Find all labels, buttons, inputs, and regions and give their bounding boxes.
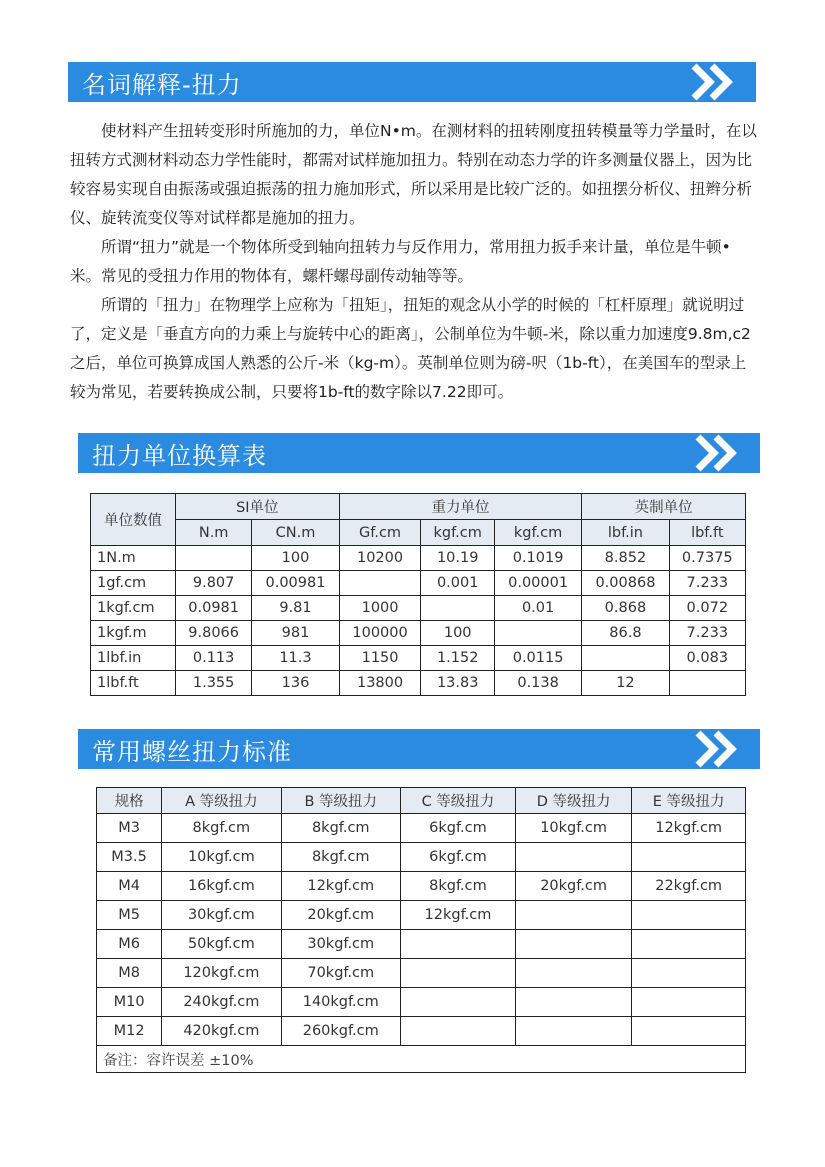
table-cell: 30kgf.cm [162, 901, 281, 930]
table-cell: 240kgf.cm [162, 988, 281, 1017]
table-cell: 0.00001 [494, 571, 581, 596]
table-cell [175, 546, 251, 571]
table-cell: 0.0981 [175, 596, 251, 621]
paragraph: 所谓的「扭力」在物理学上应称为「扭矩」，扭矩的观念从小学的时候的「杠杆原理」就说明过了，定义是「垂直方向的力乘上与旋转中心的距离」，公制单位为牛顿-米，除以重力加速度9.8m,c2之后，单位可换算成国人熟悉的公斤-米（kg-m）。英制单位则为磅-呎（1b-ft），在美国车的型录上较为常见，若要转换成公制，只要将1b-ft的数字除以7.22即可。 [70, 296, 751, 401]
table-cell [515, 901, 631, 930]
table-row [91, 596, 746, 621]
table-cell: 12kgf.cm [281, 872, 400, 901]
section-title: 名词解释-扭力 [82, 70, 242, 99]
table-cell [400, 959, 515, 988]
table-cell: 0.868 [582, 596, 669, 621]
table-cell: 0.01 [494, 596, 581, 621]
table-cell: 70kgf.cm [281, 959, 400, 988]
table-cell [632, 1017, 746, 1046]
table-cell: 22kgf.cm [632, 872, 746, 901]
table-cell [421, 596, 494, 621]
column-header: A 等级扭力 [162, 788, 281, 814]
table-cell [400, 930, 515, 959]
screw-torque-table [96, 787, 746, 1073]
paragraph: 使材料产生扭转变形时所施加的力，单位N•m。在测材料的扭转刚度扭转模量等力学量时，在以扭转方式测材料动态力学性能时，都需对试样施加扭力。特别在动态力学的许多测量仪器上，因为比较容易实现自由振荡或强迫振荡的扭力施加形式，所以采用是比较广泛的。如扭摆分析仪、扭辫分析仪、旋转流变仪等对试样都是施加的扭力。 [70, 122, 757, 227]
column-header: E 等级扭力 [632, 788, 746, 814]
table-cell: 86.8 [582, 621, 669, 646]
table-cell: 1000 [339, 596, 421, 621]
table-row [97, 930, 746, 959]
table-cell: 13.83 [421, 671, 494, 696]
table-cell: 0.138 [494, 671, 581, 696]
table-cell: 140kgf.cm [281, 988, 400, 1017]
table-cell: 10200 [339, 546, 421, 571]
table-cell: 16kgf.cm [162, 872, 281, 901]
table-cell: 12kgf.cm [400, 901, 515, 930]
table-cell: 12kgf.cm [632, 814, 746, 843]
row-label: 1kgf.m [91, 621, 176, 646]
table-row [97, 843, 746, 872]
table-cell: 7.233 [669, 621, 745, 646]
table-cell [400, 1017, 515, 1046]
table-cell: 0.001 [421, 571, 494, 596]
table-cell: 100 [421, 621, 494, 646]
column-header: Gf.cm [339, 520, 421, 546]
column-header: CN.m [252, 520, 339, 546]
table-cell [515, 959, 631, 988]
table-cell [582, 646, 669, 671]
column-header: D 等级扭力 [515, 788, 631, 814]
table-cell [515, 988, 631, 1017]
table-row [91, 546, 746, 571]
column-header: N.m [175, 520, 251, 546]
table-cell: 100 [252, 546, 339, 571]
table-cell: 136 [252, 671, 339, 696]
table-cell: 30kgf.cm [281, 930, 400, 959]
row-label: M10 [97, 988, 162, 1017]
table-cell: 20kgf.cm [515, 872, 631, 901]
section-banner-screws [78, 729, 760, 769]
section-banner-conversion [78, 433, 760, 473]
section-banner-definition [68, 62, 756, 102]
table-cell: 120kgf.cm [162, 959, 281, 988]
table-cell: 0.113 [175, 646, 251, 671]
table-row [91, 671, 746, 696]
table-cell: 20kgf.cm [281, 901, 400, 930]
table-cell: 6kgf.cm [400, 843, 515, 872]
table-row [91, 646, 746, 671]
definition-text [70, 117, 760, 407]
column-header: kgf.cm [421, 520, 494, 546]
table-cell [632, 901, 746, 930]
table-cell: 0.00868 [582, 571, 669, 596]
table-cell: 8.852 [582, 546, 669, 571]
table-row [97, 814, 746, 843]
table-cell [632, 959, 746, 988]
table-cell: 50kgf.cm [162, 930, 281, 959]
row-label: M6 [97, 930, 162, 959]
double-chevron-right-icon [692, 433, 742, 473]
row-label: M3 [97, 814, 162, 843]
table-cell: 0.1019 [494, 546, 581, 571]
table-cell: 1.152 [421, 646, 494, 671]
group-header: 重力单位 [339, 494, 582, 520]
table-cell: 1.355 [175, 671, 251, 696]
table-cell: 7.233 [669, 571, 745, 596]
table-cell: 420kgf.cm [162, 1017, 281, 1046]
column-header: 规格 [97, 788, 162, 814]
conversion-table [90, 493, 746, 696]
table-cell [632, 930, 746, 959]
table-cell: 8kgf.cm [400, 872, 515, 901]
row-label: 1lbf.in [91, 646, 176, 671]
row-label: M4 [97, 872, 162, 901]
table-cell: 10kgf.cm [162, 843, 281, 872]
paragraph: 所谓“扭力”就是一个物体所受到轴向扭转力与反作用力，常用扭力扳手来计量，单位是牛顿•米。常见的受扭力作用的物体有，螺杆螺母副传动轴等等。 [70, 238, 731, 285]
table-cell [515, 843, 631, 872]
table-cell: 0.7375 [669, 546, 745, 571]
table-cell: 10.19 [421, 546, 494, 571]
row-label: 1kgf.cm [91, 596, 176, 621]
double-chevron-right-icon [692, 729, 742, 769]
table-cell: 100000 [339, 621, 421, 646]
table-cell: 8kgf.cm [162, 814, 281, 843]
table-cell: 8kgf.cm [281, 814, 400, 843]
table-cell [632, 843, 746, 872]
table-cell: 13800 [339, 671, 421, 696]
table-cell: 11.3 [252, 646, 339, 671]
table-cell: 12 [582, 671, 669, 696]
table-cell [632, 988, 746, 1017]
section-title: 常用螺丝扭力标准 [92, 737, 292, 766]
row-label: M3.5 [97, 843, 162, 872]
table-row [91, 571, 746, 596]
table-row [97, 901, 746, 930]
table-row [97, 988, 746, 1017]
table-cell: 0.083 [669, 646, 745, 671]
table-cell: 0.0115 [494, 646, 581, 671]
table-row [97, 872, 746, 901]
double-chevron-right-icon [688, 62, 738, 102]
table-cell: 260kgf.cm [281, 1017, 400, 1046]
column-header: kgf.cm [494, 520, 581, 546]
table-cell: 9.807 [175, 571, 251, 596]
table-note: 备注：容许误差 ±10% [97, 1046, 746, 1073]
table-cell: 9.81 [252, 596, 339, 621]
table-row [97, 959, 746, 988]
table-cell: 10kgf.cm [515, 814, 631, 843]
row-label: 1N.m [91, 546, 176, 571]
column-header: C 等级扭力 [400, 788, 515, 814]
table-cell: 9.8066 [175, 621, 251, 646]
column-header: lbf.ft [669, 520, 745, 546]
table-row [91, 621, 746, 646]
group-header: 英制单位 [582, 494, 746, 520]
table-cell: 8kgf.cm [281, 843, 400, 872]
table-cell [339, 571, 421, 596]
table-cell: 0.072 [669, 596, 745, 621]
row-label: M5 [97, 901, 162, 930]
table-cell: 0.00981 [252, 571, 339, 596]
row-label: M12 [97, 1017, 162, 1046]
column-header: lbf.in [582, 520, 669, 546]
section-title: 扭力单位换算表 [92, 441, 267, 470]
corner-header: 单位数值 [91, 494, 176, 546]
row-label: 1gf.cm [91, 571, 176, 596]
table-cell: 1150 [339, 646, 421, 671]
group-header: SI单位 [175, 494, 339, 520]
row-label: M8 [97, 959, 162, 988]
table-cell [494, 621, 581, 646]
table-cell: 6kgf.cm [400, 814, 515, 843]
table-cell [515, 1017, 631, 1046]
table-cell [400, 988, 515, 1017]
table-row [97, 1017, 746, 1046]
column-header: B 等级扭力 [281, 788, 400, 814]
table-cell: 981 [252, 621, 339, 646]
table-cell [669, 671, 745, 696]
table-cell [515, 930, 631, 959]
row-label: 1lbf.ft [91, 671, 176, 696]
